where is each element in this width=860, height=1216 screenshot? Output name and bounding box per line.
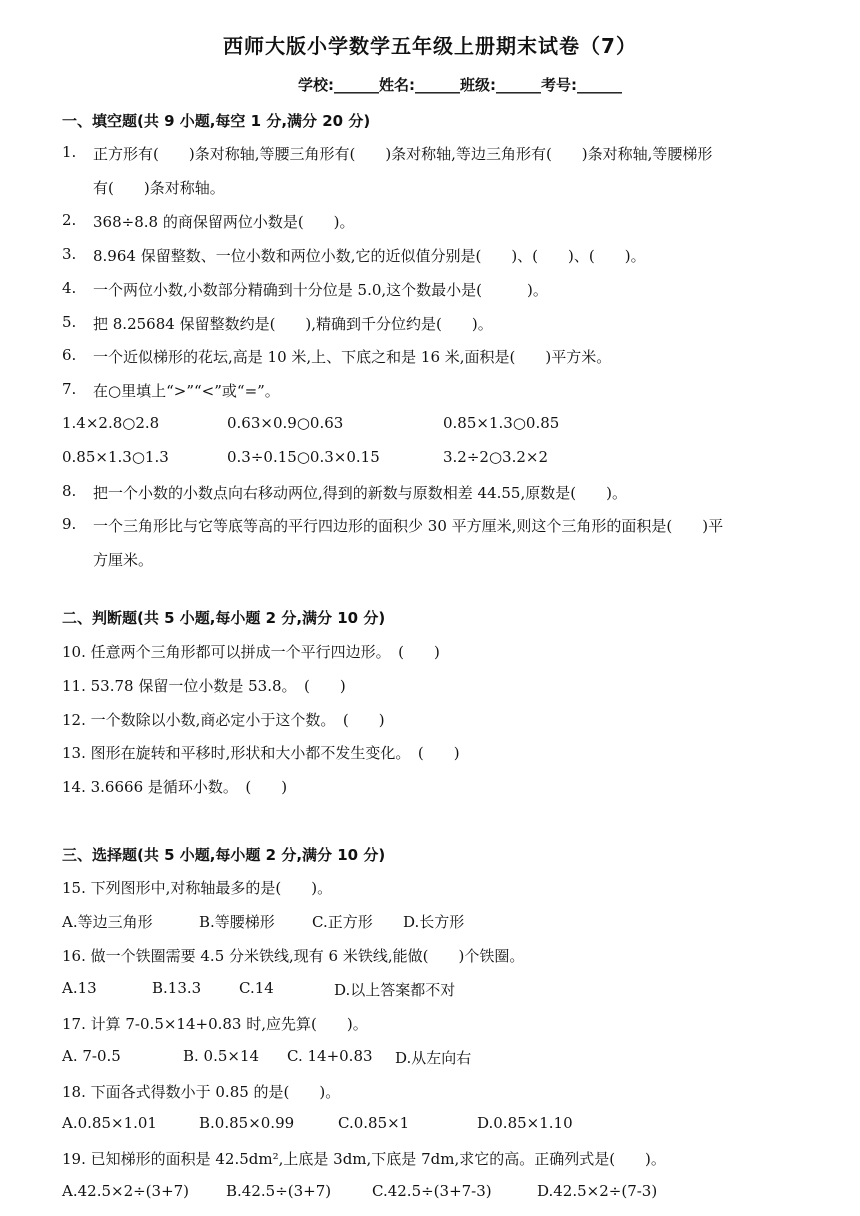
option-a: A.0.85×1.01 bbox=[62, 1114, 157, 1132]
question-1-line-1: 正方形有( )条对称轴,等腰三角形有( )条对称轴,等边三角形有( )条对称轴,等腰梯形 bbox=[93, 145, 713, 163]
question-2: 368÷8.8 的商保留两位小数是( )。 bbox=[93, 213, 355, 231]
option-d: D.从左向右 bbox=[395, 1049, 472, 1067]
judge-question-12: 12. 一个数除以小数,商必定小于这个数。 ( ) bbox=[62, 711, 385, 729]
option-b: B.13.3 bbox=[152, 979, 202, 997]
question-7: 在○里填上“>”“<”或“=”。 bbox=[93, 382, 280, 400]
question-number: 6. bbox=[62, 346, 77, 364]
question-number: 1. bbox=[62, 143, 77, 161]
choice-question-19: 19. 已知梯形的面积是 42.5dm²,上底是 3dm,下底是 7dm,求它的高。正确列式是( )。 bbox=[62, 1150, 666, 1168]
judge-question-14: 14. 3.6666 是循环小数。 ( ) bbox=[62, 778, 288, 796]
compare-item: 3.2÷2○3.2×2 bbox=[443, 448, 549, 466]
question-number: 7. bbox=[62, 380, 77, 398]
question-3: 8.964 保留整数、一位小数和两位小数,它的近似值分别是( )、( )、( )。 bbox=[93, 247, 646, 265]
compare-item: 0.3÷0.15○0.3×0.15 bbox=[227, 448, 380, 466]
compare-item: 0.63×0.9○0.63 bbox=[227, 414, 344, 432]
option-d: D.以上答案都不对 bbox=[334, 981, 456, 999]
option-b: B.0.85×0.99 bbox=[199, 1114, 295, 1132]
option-b: B.42.5÷(3+7) bbox=[226, 1182, 332, 1200]
choice-question-18: 18. 下面各式得数小于 0.85 的是( )。 bbox=[62, 1083, 341, 1101]
compare-item: 0.85×1.3○0.85 bbox=[443, 414, 560, 432]
judge-question-10: 10. 任意两个三角形都可以拼成一个平行四边形。 ( ) bbox=[62, 643, 440, 661]
question-9-line-1: 一个三角形比与它等底等高的平行四边形的面积少 30 平方厘米,则这个三角形的面积是( )平 bbox=[93, 517, 724, 535]
section-3-title: 三、选择题(共 5 小题,每小题 2 分,满分 10 分) bbox=[62, 846, 386, 864]
option-d: D.42.5×2÷(7-3) bbox=[537, 1182, 658, 1200]
option-d: D.0.85×1.10 bbox=[477, 1114, 573, 1132]
compare-item: 1.4×2.8○2.8 bbox=[62, 414, 160, 432]
question-5: 把 8.25684 保留整数约是( ),精确到千分位约是( )。 bbox=[93, 315, 493, 333]
question-8: 把一个小数的小数点向右移动两位,得到的新数与原数相差 44.55,原数是( )。 bbox=[93, 484, 627, 502]
student-info-line: 学校:______姓名:______班级:______考号:______ bbox=[298, 76, 622, 94]
section-2-title: 二、判断题(共 5 小题,每小题 2 分,满分 10 分) bbox=[62, 609, 386, 627]
judge-question-11: 11. 53.78 保留一位小数是 53.8。 ( ) bbox=[62, 677, 346, 695]
question-number: 8. bbox=[62, 482, 77, 500]
question-9-line-2: 方厘米。 bbox=[93, 551, 154, 569]
option-b: B. 0.5×14 bbox=[183, 1047, 260, 1065]
option-c: C.正方形 bbox=[312, 913, 373, 931]
option-a: A.42.5×2÷(3+7) bbox=[62, 1182, 190, 1200]
question-6: 一个近似梯形的花坛,高是 10 米,上、下底之和是 16 米,面积是( )平方米。 bbox=[93, 348, 612, 366]
judge-question-13: 13. 图形在旋转和平移时,形状和大小都不发生变化。 ( ) bbox=[62, 744, 460, 762]
question-number: 5. bbox=[62, 313, 77, 331]
option-c: C.42.5÷(3+7-3) bbox=[372, 1182, 492, 1200]
question-4: 一个两位小数,小数部分精确到十分位是 5.0,这个数最小是( )。 bbox=[93, 281, 548, 299]
choice-question-15: 15. 下列图形中,对称轴最多的是( )。 bbox=[62, 879, 333, 897]
option-b: B.等腰梯形 bbox=[199, 913, 275, 931]
option-a: A. 7-0.5 bbox=[62, 1047, 121, 1065]
option-c: C.14 bbox=[239, 979, 274, 997]
question-number: 2. bbox=[62, 211, 77, 229]
option-c: C.0.85×1 bbox=[338, 1114, 410, 1132]
question-1-line-2: 有( )条对称轴。 bbox=[93, 179, 225, 197]
question-number: 9. bbox=[62, 515, 77, 533]
option-d: D.长方形 bbox=[403, 913, 465, 931]
option-c: C. 14+0.83 bbox=[287, 1047, 373, 1065]
compare-item: 0.85×1.3○1.3 bbox=[62, 448, 169, 466]
exam-title: 西师大版小学数学五年级上册期末试卷（7） bbox=[223, 34, 637, 58]
section-1-title: 一、填空题(共 9 小题,每空 1 分,满分 20 分) bbox=[62, 112, 371, 130]
choice-question-16: 16. 做一个铁圈需要 4.5 分米铁线,现有 6 米铁线,能做( )个铁圈。 bbox=[62, 947, 525, 965]
question-number: 3. bbox=[62, 245, 77, 263]
option-a: A.等边三角形 bbox=[62, 913, 153, 931]
question-number: 4. bbox=[62, 279, 77, 297]
option-a: A.13 bbox=[62, 979, 97, 997]
choice-question-17: 17. 计算 7-0.5×14+0.83 时,应先算( )。 bbox=[62, 1015, 368, 1033]
